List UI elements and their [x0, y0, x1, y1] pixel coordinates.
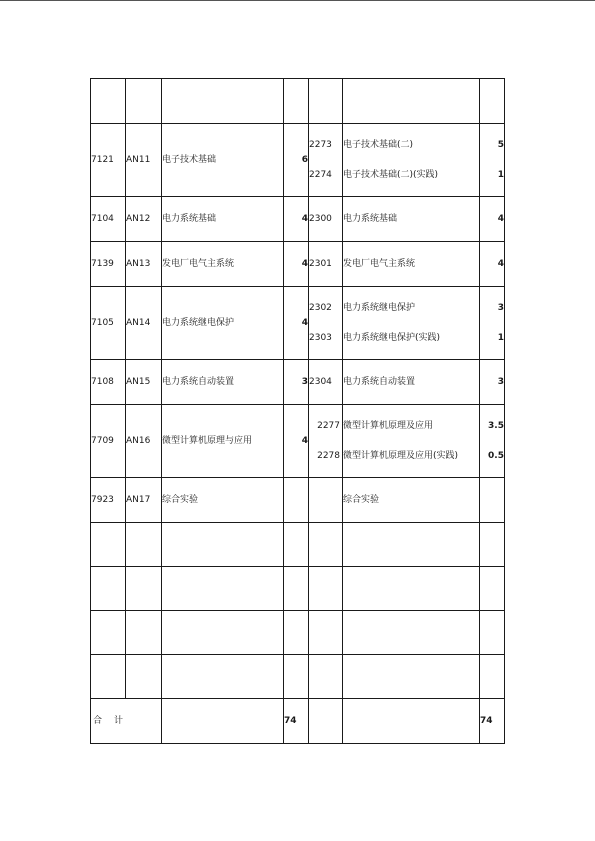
course-code-cell	[91, 79, 126, 124]
an-code-cell: AN12	[126, 197, 162, 242]
course-name-cell: 电力系统继电保护	[162, 287, 284, 360]
sub-credit: 1	[497, 333, 504, 343]
sub-name-cell	[343, 79, 480, 124]
credit-cell: 4	[284, 242, 309, 287]
sub-credit: 1	[497, 170, 504, 180]
course-name-cell: 综合实验	[162, 478, 284, 523]
sub-code-cell: 2301	[309, 242, 343, 287]
empty-cell	[126, 523, 162, 567]
total-label: 合计	[93, 716, 136, 726]
course-code-cell: 7121	[91, 124, 126, 197]
an-code-cell: AN16	[126, 405, 162, 478]
sub-name-cell	[343, 287, 480, 360]
empty-cell	[309, 523, 343, 567]
sub-credit: 5	[497, 140, 504, 150]
table-row	[91, 79, 505, 124]
total-credit-left: 74	[284, 699, 309, 744]
empty-cell	[284, 655, 309, 699]
empty-cell	[343, 655, 480, 699]
credit-cell: 4	[284, 287, 309, 360]
sub-credit: 3	[497, 303, 504, 313]
sub-code-cell	[309, 478, 343, 523]
sub-code: 2303	[309, 333, 332, 343]
empty-cell	[91, 523, 126, 567]
sub-name-cell	[343, 405, 480, 478]
sub-name: 微型计算机原理及应用	[343, 421, 434, 431]
sub-credit: 3.5	[488, 421, 504, 431]
sub-code-cell	[309, 287, 343, 360]
course-name-cell: 电子技术基础	[162, 124, 284, 197]
empty-cell	[91, 567, 126, 611]
empty-cell	[162, 699, 284, 744]
credit-cell: 4	[284, 405, 309, 478]
table-row	[91, 124, 505, 197]
sub-name: 电子技术基础(二)(实践)	[343, 170, 439, 180]
empty-cell	[480, 567, 505, 611]
empty-cell	[284, 567, 309, 611]
empty-cell	[162, 523, 284, 567]
course-name-cell	[162, 79, 284, 124]
course-name-cell: 电力系统自动装置	[162, 360, 284, 405]
sub-name: 电力系统继电保护(实践)	[343, 333, 441, 343]
course-name-cell: 发电厂电气主系统	[162, 242, 284, 287]
credit-cell	[284, 478, 309, 523]
empty-cell	[343, 567, 480, 611]
course-mapping-table	[90, 78, 505, 744]
sub-code: 2277	[317, 421, 340, 431]
sub-credit-cell	[480, 405, 505, 478]
course-name-cell: 微型计算机原理与应用	[162, 405, 284, 478]
sub-name-cell: 发电厂电气主系统	[343, 242, 480, 287]
sub-name-cell	[343, 124, 480, 197]
empty-cell	[162, 655, 284, 699]
empty-cell	[480, 655, 505, 699]
table-row	[91, 287, 505, 360]
empty-cell	[309, 567, 343, 611]
course-code-cell: 7104	[91, 197, 126, 242]
empty-cell	[126, 611, 162, 655]
empty-cell	[309, 655, 343, 699]
sub-credit-cell	[480, 124, 505, 197]
sub-credit-cell	[480, 478, 505, 523]
sub-credit-cell: 4	[480, 197, 505, 242]
table-row	[91, 242, 505, 287]
credit-cell: 4	[284, 197, 309, 242]
sub-code-cell	[309, 79, 343, 124]
an-code-cell	[126, 79, 162, 124]
page-top-rule	[0, 0, 595, 1]
table-row	[91, 478, 505, 523]
empty-cell	[343, 699, 480, 744]
empty-cell	[284, 611, 309, 655]
course-code-cell: 7108	[91, 360, 126, 405]
course-code-cell: 7709	[91, 405, 126, 478]
sub-name-cell: 电力系统自动装置	[343, 360, 480, 405]
table-row	[91, 523, 505, 567]
total-row	[91, 699, 505, 744]
sub-code-cell	[309, 405, 343, 478]
empty-cell	[343, 523, 480, 567]
table-row	[91, 611, 505, 655]
sub-name: 电子技术基础(二)	[343, 140, 414, 150]
sub-credit-cell: 3	[480, 360, 505, 405]
empty-cell	[309, 611, 343, 655]
sub-code-cell: 2304	[309, 360, 343, 405]
an-code-cell: AN14	[126, 287, 162, 360]
empty-cell	[126, 655, 162, 699]
an-code-cell: AN13	[126, 242, 162, 287]
course-code-cell: 7139	[91, 242, 126, 287]
sub-name-cell: 综合实验	[343, 478, 480, 523]
empty-cell	[480, 523, 505, 567]
an-code-cell: AN15	[126, 360, 162, 405]
empty-cell	[284, 523, 309, 567]
an-code-cell: AN11	[126, 124, 162, 197]
empty-cell	[343, 611, 480, 655]
empty-cell	[91, 655, 126, 699]
credit-cell	[284, 79, 309, 124]
table-row	[91, 197, 505, 242]
table-row	[91, 405, 505, 478]
sub-credit-cell	[480, 287, 505, 360]
an-code-cell: AN17	[126, 478, 162, 523]
total-label-cell	[91, 699, 162, 744]
sub-code-cell: 2300	[309, 197, 343, 242]
empty-cell	[162, 567, 284, 611]
sub-credit-cell: 4	[480, 242, 505, 287]
sub-name-cell: 电力系统基础	[343, 197, 480, 242]
sub-code: 2278	[317, 451, 340, 461]
table-row	[91, 567, 505, 611]
course-code-cell: 7923	[91, 478, 126, 523]
sub-credit-cell	[480, 79, 505, 124]
sub-code: 2274	[309, 170, 332, 180]
empty-cell	[126, 567, 162, 611]
sub-code: 2302	[309, 303, 332, 313]
empty-cell	[480, 611, 505, 655]
table-row	[91, 360, 505, 405]
course-name-cell: 电力系统基础	[162, 197, 284, 242]
table-row	[91, 655, 505, 699]
sub-code-cell	[309, 124, 343, 197]
credit-cell: 3	[284, 360, 309, 405]
sub-name: 微型计算机原理及应用(实践)	[343, 451, 459, 461]
sub-code: 2273	[309, 140, 332, 150]
empty-cell	[91, 611, 126, 655]
course-code-cell: 7105	[91, 287, 126, 360]
total-credit-right: 74	[480, 699, 505, 744]
empty-cell	[162, 611, 284, 655]
credit-cell: 6	[284, 124, 309, 197]
sub-name: 电力系统继电保护	[343, 303, 416, 313]
sub-credit: 0.5	[488, 451, 504, 461]
empty-cell	[309, 699, 343, 744]
